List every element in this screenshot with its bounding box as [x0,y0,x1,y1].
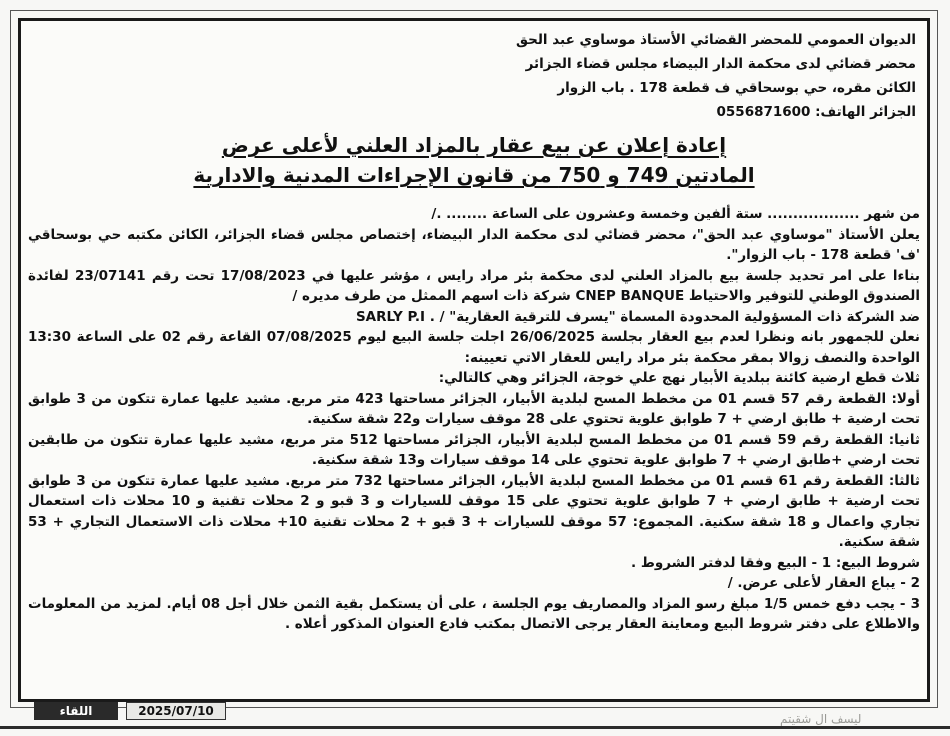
bottom-rule [0,726,950,729]
sale-condition-1: شروط البيع: 1 - البيع وفقا لدفتر الشروط . [631,554,920,571]
sale-condition-3: 3 - يجب دفع خمس 1/5 مبلغ رسو المزاد والمصاريف يوم الجلسة ، على أن يستكمل بقية الثمن خلال أجل 08 أيام. لمزيد من المعلومات والاطلاع على دفتر شروط البيع ومعاينة العقار يرجى الاتصال بمكتب فادع العنوان المذكور أعلاه . [28,595,920,632]
office-name: الديوان العمومي للمحضر القضائي الأستاذ موساوي عبد الحق [515,32,916,48]
announcement-subtitle: المادتين 749 و 750 من قانون الإجراءات المدنية والادارية [193,163,755,187]
bailiff-declaration: يعلن الأستاذ "موساوي عبد الحق"، محضر قضائي لدى محكمة الدار البيضاء، إختصاص مجلس قضاء الجزائر، الكائن مكتبه حي بوسحاقي 'ف' قطعة 178 - باب الزوار". [28,226,920,263]
property-intro: ثلاث قطع ارضية كائنة ببلدية الأبيار نهج علي خوجة، الجزائر وهي كالتالي: [438,370,920,386]
plot-57: أولا: القطعة رقم 57 قسم 01 من مخطط المسح لبلدية الأبيار، الجزائر مساحتها 423 متر مربع. مشيد عليها عمارة تتكون من 3 طوابق تحت ارضية + طابق ارضي + 7 طوابق علوية تحتوي على 28 موقف سيارات و22 شقة سكنية. [28,390,920,427]
publication-date-badge: 2025/07/10 [126,702,226,720]
order-reference: بناءا على امر تحديد جلسة بيع بالمزاد العلني لدى محكمة بئر مراد رايس ، مؤشر عليها في 17/08/2023 تحت رقم 23/07141 لفائدة الصندوق الوطني للتوفير والاحتياط CNEP BANQUE شركة ذات اسهم الممثل من طرف مديره / [28,267,920,304]
bailiff-title: محضر قضائي لدى محكمة الدار البيضاء مجلس قضاء الجزائر [525,56,916,72]
session-notice: نعلن للجمهور بانه ونظرا لعدم بيع العقار بجلسة 26/06/2025 اجلت جلسة البيع ليوم 07/08/2025 القاعة رقم 02 على الساعة 13:30 الواحدة والنصف زوالا بمقر محكمة بئر مراد رايس للعقار الاتي تعيينه: [28,329,920,366]
office-address: الكائن مقره، حي بوسحاقي ف قطعة 178 . باب الزوار [557,80,916,96]
announcement-title: إعادة إعلان عن بيع عقار بالمزاد العلني لأعلى عرض [221,133,727,157]
plot-61: ثالثا: القطعة رقم 61 قسم 01 من مخطط المسح لبلدية الأبيار، الجزائر مساحتها 732 متر مربع. مشيد عليها عمارة تتكون من 3 طوابق تحت ارضية + طابق ارضي + 7 طوابق علوية تحتوي على 15 موقف للسيارات و 3 قبو و 2 محلات تقنية و 10 محلات ذات استعمال تجاري واعمال و 18 شقة سكنية. المجموع: 57 موقف للسيارات + 3 قبو + 2 محلات تقنية 10+ محلات ذات الاستعمال التجاري + 53 شقة سكنية. [28,472,921,550]
sale-condition-2: 2 - يباع العقار لأعلى عرض. / [727,575,920,591]
plot-59: ثانيا: القطعة رقم 59 قسم 01 من مخطط المسح لبلدية الأبيار، الجزائر مساحتها 512 متر مربع، مشيد عليها عمارة تتكون من طابقين تحت ارضي +طابق ارضي + 7 طوابق علوية تحتوي على 14 موقف سيارات و13 شقة سكنية. [28,431,920,468]
announcement-content [28,28,920,635]
publication-footer [34,702,224,720]
defendant-line: ضد الشركة ذات المسؤولية المحدودة المسماة "يسرف للترقية العقارية" / . SARLY P.I [355,308,920,325]
newspaper-name-badge: اللقاء [34,702,118,720]
bleed-through-text: ليسف ال شقيتم [780,712,862,726]
date-line: من شهر .................. ستة ألفين وخمسة وعشرون على الساعة ........ ./ [431,206,920,222]
office-phone: الجزائر الهاتف: 0556871600 [716,104,916,120]
